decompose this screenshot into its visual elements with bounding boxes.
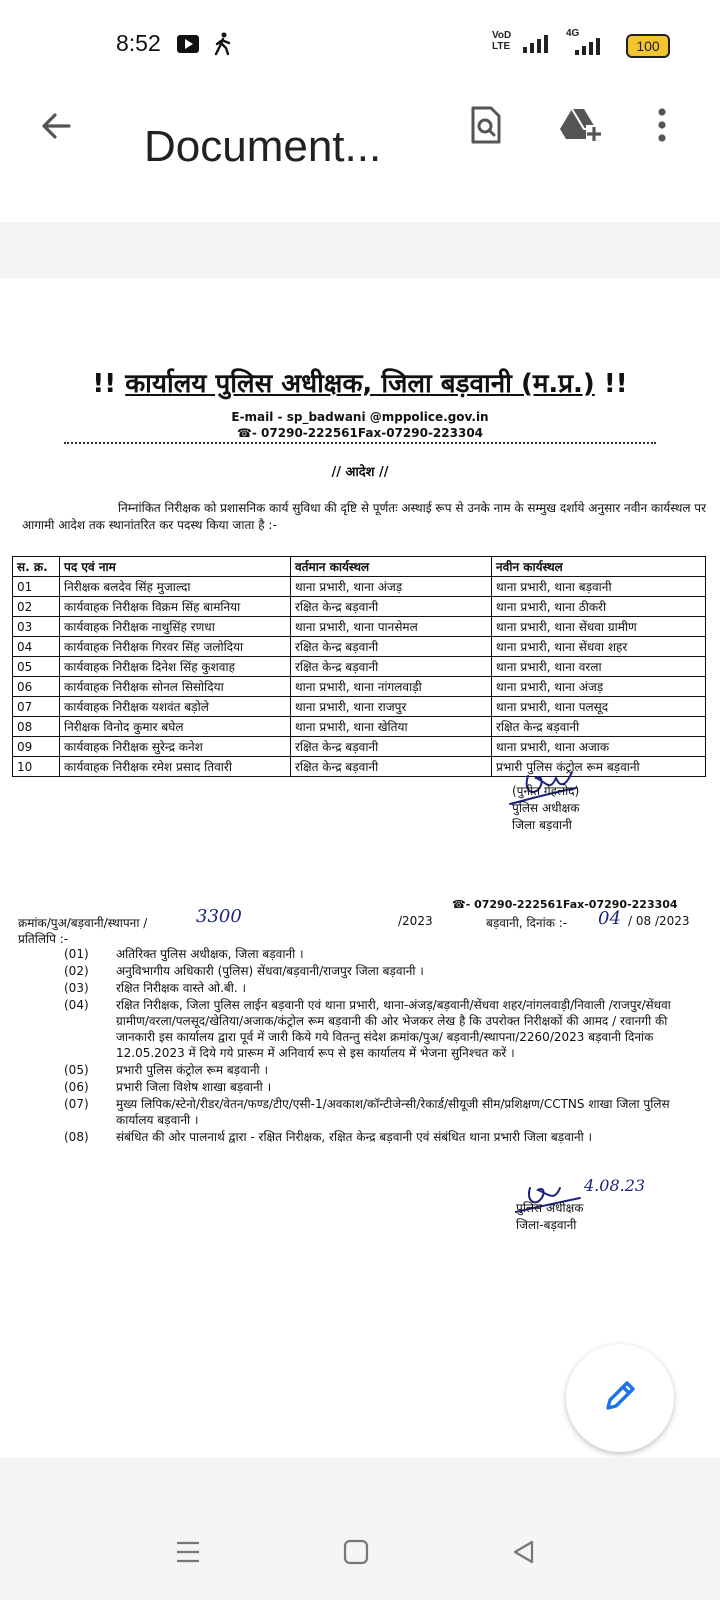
list-item-text: मुख्य लिपिक/स्टेनो/रीडर/वेतन/फण्ड/टीए/एसी-1/अवकाश/कॉन्टीजेन्सी/रेकार्ड/सीयूजी सीम/प्रशिक्षण/CCTNS शाखा जिला पुलिस कार्यालय बड़वानी । bbox=[116, 1097, 670, 1127]
cell-new: थाना प्रभारी, थाना बड़वानी bbox=[492, 577, 706, 597]
cell-current: रक्षित केन्द्र बड़वानी bbox=[291, 757, 492, 777]
cell-current: रक्षित केन्द्र बड़वानी bbox=[291, 637, 492, 657]
viewer-background-bottom bbox=[0, 1458, 720, 1510]
signatory-district: जिला बड़वानी bbox=[512, 818, 572, 832]
cell-current: थाना प्रभारी, थाना अंजड़ bbox=[291, 577, 492, 597]
app-bar bbox=[0, 90, 720, 218]
table-row bbox=[13, 617, 706, 637]
office-email: E-mail - sp_badwani @mppolice.gov.in bbox=[231, 410, 489, 424]
network2-label: 4G bbox=[566, 28, 580, 39]
cell-new: थाना प्रभारी, थाना अजाक bbox=[492, 737, 706, 757]
reference-number: 3300 bbox=[196, 906, 242, 927]
list-item bbox=[64, 997, 704, 1061]
signature-date: 4.08.23 bbox=[584, 1176, 646, 1195]
col-header-new: नवीन कार्यस्थल bbox=[492, 557, 706, 577]
cell-new: थाना प्रभारी, थाना ठीकरी bbox=[492, 597, 706, 617]
signature-block-1 bbox=[512, 783, 579, 834]
table-row bbox=[13, 657, 706, 677]
edit-button[interactable] bbox=[566, 1344, 674, 1452]
col-header-name: पद एवं नाम bbox=[60, 557, 291, 577]
table-header-row bbox=[13, 557, 706, 577]
cell-current: रक्षित केन्द्र बड़वानी bbox=[291, 737, 492, 757]
cell-serial: 10 bbox=[13, 757, 60, 777]
list-item bbox=[64, 963, 704, 979]
list-item bbox=[64, 946, 704, 962]
cell-name: कार्यवाहक निरीक्षक रमेश प्रसाद तिवारी bbox=[60, 757, 291, 777]
pencil-icon bbox=[600, 1376, 640, 1420]
back-button[interactable] bbox=[30, 102, 82, 154]
cell-current: थाना प्रभारी, थाना नांगलवाड़ी bbox=[291, 677, 492, 697]
table-row bbox=[13, 717, 706, 737]
list-item bbox=[64, 1096, 704, 1128]
list-item-text: अतिरिक्त पुलिस अधीक्षक, जिला बड़वानी । bbox=[116, 947, 304, 961]
lens-search-button[interactable] bbox=[460, 100, 512, 154]
status-time: 8:52 bbox=[116, 30, 161, 56]
cell-name: कार्यवाहक निरीक्षक विक्रम सिंह बामनिया bbox=[60, 597, 291, 617]
list-item bbox=[64, 1062, 704, 1078]
cell-serial: 07 bbox=[13, 697, 60, 717]
back-triangle-icon bbox=[511, 1539, 537, 1569]
cell-current: थाना प्रभारी, थाना राजपुर bbox=[291, 697, 492, 717]
list-item-number: (03) bbox=[64, 981, 89, 995]
cell-new: थाना प्रभारी, थाना सेंधवा ग्रामीण bbox=[492, 617, 706, 637]
cell-serial: 02 bbox=[13, 597, 60, 617]
signal2-icon bbox=[574, 38, 604, 60]
cell-current: रक्षित केन्द्र बड़वानी bbox=[291, 657, 492, 677]
document-page[interactable] bbox=[0, 278, 720, 1458]
system-nav-bar bbox=[0, 1510, 720, 1600]
walking-icon bbox=[212, 32, 234, 60]
list-item-number: (01) bbox=[64, 947, 89, 961]
col-header-serial: स. क्र. bbox=[13, 557, 60, 577]
heading-suffix: !! bbox=[603, 369, 628, 399]
viewer-background-top bbox=[0, 222, 720, 278]
cell-new: थाना प्रभारी, थाना अंजड़ bbox=[492, 677, 706, 697]
more-vert-icon bbox=[657, 108, 667, 146]
office-phone: ☎- 07290-222561Fax-07290-223304 bbox=[64, 426, 656, 444]
list-item-number: (04) bbox=[64, 998, 89, 1012]
status-bar bbox=[0, 0, 720, 90]
recent-apps-button[interactable] bbox=[160, 1526, 216, 1582]
list-item bbox=[64, 980, 704, 996]
reference-label: क्रमांक/पुअ/बड़वानी/स्थापना / bbox=[18, 916, 148, 930]
cell-current: थाना प्रभारी, थाना खेतिया bbox=[291, 717, 492, 737]
document-heading bbox=[0, 364, 720, 400]
signatory2-district: जिला-बड़वानी bbox=[516, 1218, 577, 1232]
table-row bbox=[13, 597, 706, 617]
office-phone-2: ☎- 07290-222561Fax-07290-223304 bbox=[452, 898, 678, 911]
cell-current: रक्षित केन्द्र बड़वानी bbox=[291, 597, 492, 617]
list-item-number: (02) bbox=[64, 964, 89, 978]
youtube-icon bbox=[176, 32, 200, 60]
signal-icon bbox=[522, 34, 552, 58]
network-label: VoD LTE bbox=[492, 30, 512, 52]
cell-current: थाना प्रभारी, थाना पानसेमल bbox=[291, 617, 492, 637]
list-item-number: (07) bbox=[64, 1097, 89, 1111]
col-header-current: वर्तमान कार्यस्थल bbox=[291, 557, 492, 577]
table-row bbox=[13, 697, 706, 717]
list-item-text: प्रभारी पुलिस कंट्रोल रूम बड़वानी । bbox=[116, 1063, 269, 1077]
table-row bbox=[13, 677, 706, 697]
table-row bbox=[13, 637, 706, 657]
table-row bbox=[13, 757, 706, 777]
list-item-text: संबंधित की ओर पालनार्थ द्वारा - रक्षित निरीक्षक, रक्षित केन्द्र बड़वानी एवं संबंधित थाना प्रभारी जिला बड़वानी । bbox=[116, 1130, 593, 1144]
cell-serial: 05 bbox=[13, 657, 60, 677]
cell-serial: 06 bbox=[13, 677, 60, 697]
list-item-text: रक्षित निरीक्षक वास्ते ओ.बी. । bbox=[116, 981, 247, 995]
cell-serial: 09 bbox=[13, 737, 60, 757]
home-button[interactable] bbox=[328, 1526, 384, 1582]
cell-new: थाना प्रभारी, थाना वरला bbox=[492, 657, 706, 677]
table-row bbox=[13, 737, 706, 757]
signatory2-designation: पुलिस अधीक्षक bbox=[516, 1201, 584, 1215]
add-to-drive-icon bbox=[558, 107, 602, 147]
cell-serial: 04 bbox=[13, 637, 60, 657]
cell-new: रक्षित केन्द्र बड़वानी bbox=[492, 717, 706, 737]
list-item bbox=[64, 1129, 704, 1145]
transfer-table bbox=[12, 556, 706, 777]
list-item-text: अनुविभागीय अधिकारी (पुलिस) सेंधवा/बड़वानी/राजपुर जिला बड़वानी । bbox=[116, 964, 424, 978]
cell-name: कार्यवाहक निरीक्षक सोनल सिसोदिया bbox=[60, 677, 291, 697]
list-item-number: (05) bbox=[64, 1063, 89, 1077]
reference-day: 04 bbox=[598, 908, 621, 929]
reference-date-label: बड़वानी, दिनांक :- bbox=[486, 916, 568, 930]
cell-name: कार्यवाहक निरीक्षक गिरवर सिंह जलोदिया bbox=[60, 637, 291, 657]
add-to-drive-button[interactable] bbox=[552, 100, 608, 154]
table-row bbox=[13, 577, 706, 597]
search-document-icon bbox=[469, 106, 503, 148]
cell-name: निरीक्षक विनोद कुमार बघेल bbox=[60, 717, 291, 737]
order-title: // आदेश // bbox=[331, 465, 389, 480]
heading-text: कार्यालय पुलिस अधीक्षक, जिला बड़वानी (म.प्र.) bbox=[125, 369, 595, 399]
cell-new: थाना प्रभारी, थाना पलसूद bbox=[492, 697, 706, 717]
cell-name: निरीक्षक बलदेव सिंह मुजाल्दा bbox=[60, 577, 291, 597]
list-item-text: प्रभारी जिला विशेष शाखा बड़वानी । bbox=[116, 1080, 272, 1094]
reference-date-rest: / 08 /2023 bbox=[628, 914, 690, 928]
list-item-number: (08) bbox=[64, 1130, 89, 1144]
signature-block-2 bbox=[516, 1200, 583, 1234]
cell-name: कार्यवाहक निरीक्षक सुरेन्द्र कनेश bbox=[60, 737, 291, 757]
recent-apps-icon bbox=[175, 1539, 201, 1569]
list-item-text: रक्षित निरीक्षक, जिला पुलिस लाईन बड़वानी एवं थाना प्रभारी, थाना-अंजड़/बड़वानी/सेंधवा शहर/नांगलवाड़ी/निवाली /राजपुर/सेंधवा ग्रामीण/वरला/पलसूद/खेतिया/अजाक/कंट्रोल रूम बड़वानी की ओर भेजकर लेख है कि उपरोक्त निरीक्षकों की आमद / रवानगी की जानकारी इस कार्यालय द्वारा पूर्व में जारी किये गये वितन्तु संदेश क्रमांक/पुअ/ बड़वानी/स्थापना/2260/2023 बड़वानी दिनांक 12.05.2023 में दिये गये प्रारूम में अनिवार्य रूप से इस कार्यालय में भेजना सुनिश्चत करें । bbox=[116, 998, 671, 1060]
cell-serial: 08 bbox=[13, 717, 60, 737]
cell-name: कार्यवाहक निरीक्षक यशवंत बड़ोले bbox=[60, 697, 291, 717]
order-intro: निम्नांकित निरीक्षक को प्रशासनिक कार्य सुविधा की दृष्टि से पूर्णतः अस्थाई रूप से उनके नाम के सम्मुख दर्शाये अनुसार नवीन कार्यस्थल पर आगामी आदेश तक स्थानांतरित कर पदस्थ किया जाता है :- bbox=[22, 501, 707, 532]
more-options-button[interactable] bbox=[640, 100, 684, 154]
cell-new: थाना प्रभारी, थाना सेंधवा शहर bbox=[492, 637, 706, 657]
cell-serial: 01 bbox=[13, 577, 60, 597]
copy-to-label: प्रतिलिपि :- bbox=[18, 932, 69, 946]
signatory-designation: पुलिस अधीक्षक bbox=[512, 801, 580, 815]
heading-prefix: !! bbox=[92, 369, 117, 399]
document-title: Document... bbox=[144, 122, 382, 171]
battery-level: 100 bbox=[636, 38, 660, 54]
cell-name: कार्यवाहक निरीक्षक नाथुसिंह रणधा bbox=[60, 617, 291, 637]
copy-to-list bbox=[64, 946, 704, 1146]
list-item bbox=[64, 1079, 704, 1095]
cell-name: कार्यवाहक निरीक्षक दिनेश सिंह कुशवाह bbox=[60, 657, 291, 677]
list-item-number: (06) bbox=[64, 1080, 89, 1094]
cell-serial: 03 bbox=[13, 617, 60, 637]
battery-indicator bbox=[626, 34, 670, 58]
signatory-name: (पुनीत गेहलोद) bbox=[512, 784, 580, 798]
system-back-button[interactable] bbox=[496, 1526, 552, 1582]
reference-year: /2023 bbox=[398, 914, 433, 928]
back-arrow-icon bbox=[39, 109, 73, 147]
home-square-icon bbox=[343, 1539, 369, 1569]
cell-new: प्रभारी पुलिस कंट्रोल रूम बड़वानी bbox=[492, 757, 706, 777]
